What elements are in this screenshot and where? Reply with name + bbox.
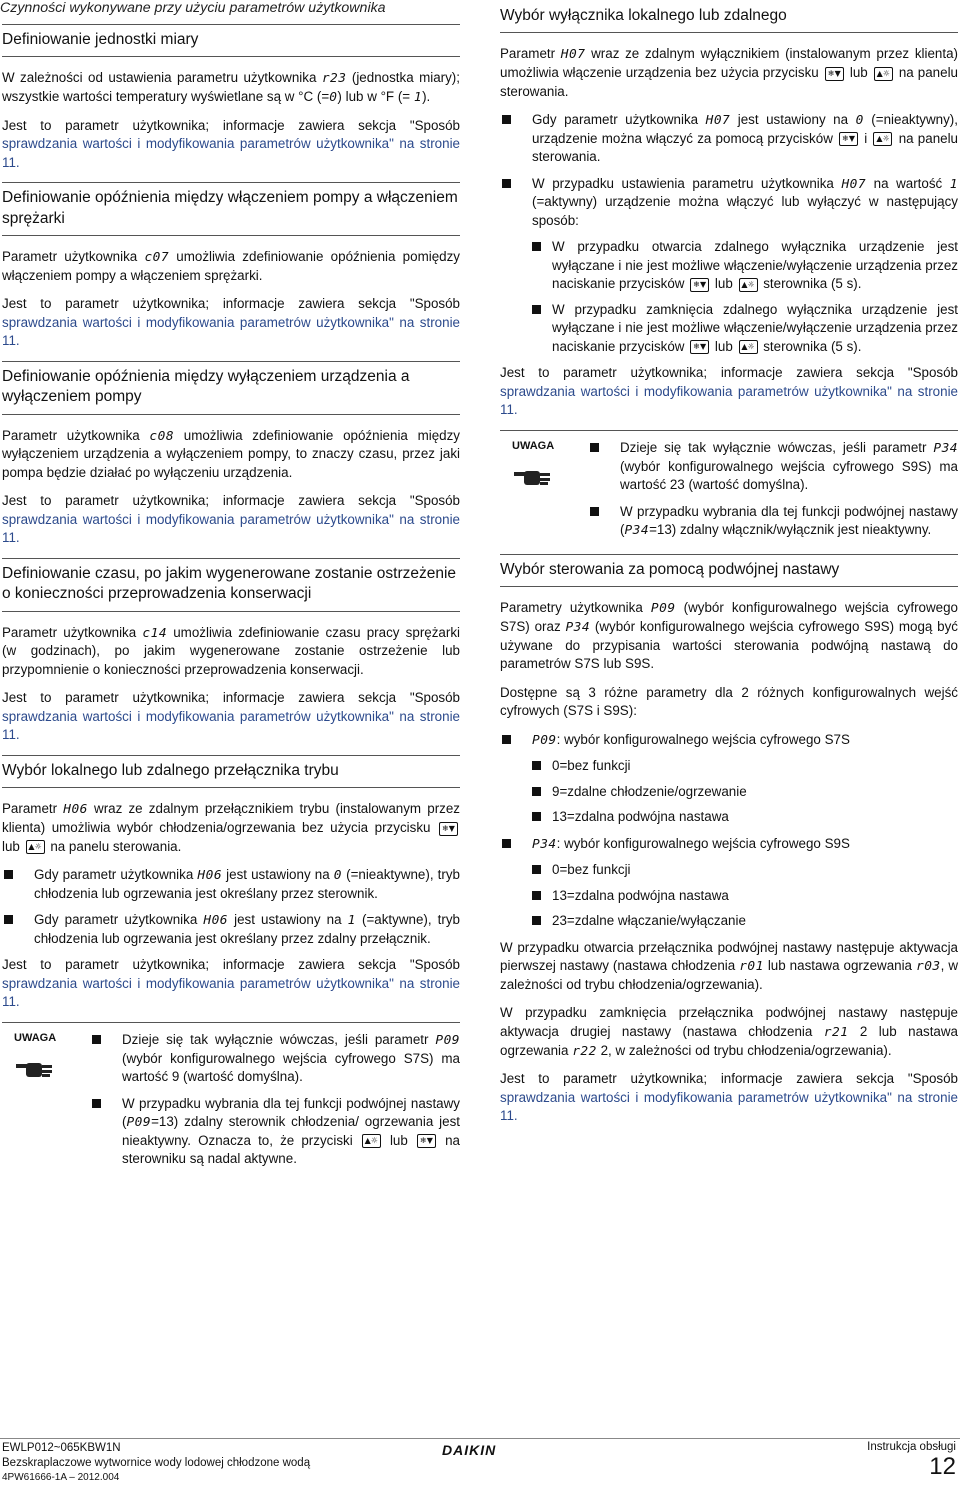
list-item (500, 731, 958, 827)
list-item (90, 1095, 460, 1169)
text: W przypadku otwarcia przełącznika podwójnej nastawy następuje aktywacja pierwszej nastawy (nastawa chłodzenia (500, 939, 958, 974)
text: Parametr (2, 801, 64, 817)
ref-page[interactable]: na stronie 11. (2, 136, 460, 170)
param-code: P09 (650, 601, 676, 617)
document-number: 4PW61666-1A – 2012.004 (2, 1472, 120, 1484)
note-label: UWAGA (512, 439, 555, 452)
paragraph (500, 45, 958, 101)
list-item (500, 301, 958, 357)
paragraph (500, 599, 958, 673)
list-item (500, 238, 958, 294)
ref-link[interactable]: sprawdzania wartości i modyfikowania parametrów użytkownika" (2, 975, 394, 991)
section-onoff-switch (500, 0, 958, 420)
text: : wybór konfigurowalnego wejścia cyfrowego S9S (556, 835, 850, 851)
bullet-list (2, 866, 460, 948)
text: (=aktywny) urządzenie można włączyć lub wyłączyć w następujący sposób: (532, 194, 958, 228)
text: W przypadku zamknięcia przełącznika podwójnej nastawy następuje aktywacja drugiej nastawy (nastawa chłodzenia (500, 1005, 958, 1039)
text: na sterowniku są nadal aktywne. (122, 1132, 460, 1167)
ref-text: Jest to parametr użytkownika; informacje zawiera sekcja "Sposób (2, 690, 460, 706)
heat-key-icon: ▲☼ (362, 1134, 381, 1148)
note-box (500, 430, 958, 540)
text: lub (711, 276, 737, 292)
paragraph (2, 248, 460, 285)
sub-list (500, 861, 958, 931)
reference-note (2, 117, 460, 173)
section-title: Definiowanie opóźnienia między włączeniem pompy a włączeniem sprężarki (2, 182, 460, 236)
param-code: 1 (347, 913, 356, 929)
param-code: c07 (144, 250, 170, 266)
hand-pointer-icon (16, 1057, 54, 1079)
ref-text: Jest to parametr użytkownika; informacje zawiera sekcja "Sposób (2, 296, 460, 312)
text: wraz ze zdalnym wyłącznikiem (instalowanym przez klienta) umożliwia włączenie urządzenia bez użycia przycisku (500, 46, 958, 81)
page-header: Czynności wykonywane przy użyciu parametrów użytkownika (0, 0, 386, 16)
param-code: H06 (197, 868, 223, 884)
param-code: c08 (149, 428, 175, 444)
text: na wartość (866, 175, 950, 191)
text: ). (422, 89, 431, 105)
text: jest ustawiony na (730, 112, 856, 128)
text: (wybór konfigurowalnego wejścia cyfrowego S7S) oraz (500, 600, 959, 634)
section-title: Definiowanie czasu, po jakim wygenerowane zostanie ostrzeżenie o konieczności przeprowadzenia konserwacji (2, 558, 460, 612)
heat-key-icon: ▲☼ (873, 132, 892, 146)
param-code: H07 (560, 47, 586, 63)
text: W przypadku wybrania dla tej funkcji podwójnej nastawy ( (122, 1095, 460, 1130)
list-item (588, 503, 958, 540)
ref-link[interactable]: sprawdzania wartości i modyfikowania parametrów użytkownika" (500, 383, 892, 399)
reference-note (2, 956, 460, 1012)
heat-key-icon: ▲☼ (739, 278, 758, 292)
param-code: c14 (142, 625, 168, 641)
sub-list (500, 757, 958, 827)
text: Parametr użytkownika (2, 249, 145, 265)
param-code: H07 (705, 113, 731, 129)
ref-link[interactable]: sprawdzania wartości i modyfikowania parametrów użytkownika" (500, 1089, 892, 1105)
reference-note (2, 295, 460, 351)
text: (wybór konfigurowalnego wejścia cyfrowego S9S) ma wartość 23 (wartość domyślna). (620, 458, 958, 493)
section-title: Definiowanie opóźnienia między wyłączeniem urządzenia a wyłączeniem pompy (2, 361, 460, 415)
text: sterownika (5 s). (759, 276, 862, 292)
reference-note (2, 689, 460, 745)
ref-page[interactable]: na stronie 11. (2, 975, 460, 1010)
text: Dzieje się tak wyłącznie wówczas, jeśli parametr (620, 439, 934, 455)
text: lub (711, 338, 737, 354)
text: wraz ze zdalnym przełącznikiem trybu (instalowanym przez klienta) umożliwia wybór chłodzenia/ogrzewania bez użycia przycisku (2, 801, 460, 836)
ref-text: Jest to parametr użytkownika; informacje zawiera sekcja "Sposób (500, 365, 958, 381)
text: W zależności od ustawienia parametru użytkownika (2, 70, 322, 86)
param-code: 0 (329, 90, 338, 106)
text: (=nieaktywny), urządzenie można włączyć za pomocą przycisków (532, 112, 958, 146)
param-code: r23 (321, 71, 347, 87)
ref-link[interactable]: sprawdzania wartości i modyfikowania parametrów użytkownika" (2, 314, 394, 330)
cool-key-icon: ❄▼ (825, 67, 844, 81)
section-title: Wybór wyłącznika lokalnego lub zdalnego (500, 0, 958, 33)
heat-key-icon: ▲☼ (26, 840, 45, 854)
left-column (2, 24, 460, 1183)
footer-info (2, 1441, 310, 1485)
text: i (860, 130, 872, 146)
param-code: P09 (532, 732, 557, 748)
manual-title: Instrukcja obsługi (867, 1441, 956, 1453)
paragraph (2, 800, 460, 856)
text: W przypadku zamknięcia zdalnego wyłącznika urządzenie jest wyłączane i nie jest możliwe włączenie/wyłączenie urządzenia przez naciskanie przycisków (552, 301, 958, 354)
section-title: Wybór sterowania za pomocą podwójnej nastawy (500, 554, 958, 587)
text: na panelu sterowania. (532, 130, 959, 165)
text: (wybór konfigurowalnego wejścia cyfrowego S7S) ma wartość 9 (wartość domyślna). (122, 1050, 460, 1085)
page-footer (0, 1438, 960, 1482)
section-maintenance-warning (2, 558, 460, 745)
text: : wybór konfigurowalnego wejścia cyfrowego S7S (556, 731, 850, 747)
note-list (588, 439, 958, 540)
cool-key-icon: ❄▼ (690, 278, 709, 292)
bullet-list (500, 731, 958, 931)
text: ) lub w °F (= (337, 89, 414, 105)
text: Parametr (500, 46, 561, 62)
list-item (500, 175, 958, 357)
list-item (500, 111, 958, 167)
cool-key-icon: ❄▼ (839, 132, 858, 146)
reference-note (2, 492, 460, 548)
text: lub (845, 65, 872, 81)
param-code: H06 (63, 802, 88, 818)
param-code: r01 (739, 959, 764, 975)
bullet-list (500, 111, 958, 356)
text: sterownika (5 s). (759, 338, 862, 354)
list-item (2, 866, 460, 903)
ref-page[interactable]: na stronie 11. (2, 314, 460, 349)
heat-key-icon: ▲☼ (874, 67, 893, 81)
text: lub (382, 1132, 415, 1148)
param-code: r21 (823, 1024, 849, 1040)
ref-page[interactable]: na stronie 11. (2, 708, 460, 743)
section-mode-switch (2, 755, 460, 1012)
text: W przypadku otwarcia zdalnego wyłącznika urządzenie jest wyłączane i nie jest możliwe włączenie/wyłączenie urządzenia przez naciskanie przycisków (552, 239, 958, 292)
text: (jednostka miary); wszystkie wartości temperatury wyświetlane są w °C (= (2, 70, 460, 105)
cool-key-icon: ❄▼ (417, 1134, 436, 1148)
list-item (588, 439, 958, 495)
param-code: 0 (855, 113, 864, 129)
text: (wybór konfigurowalnego wejścia cyfrowego S9S) mogą być używane do przypisania wartości sterowania podwójną nastawą do parametrów S7S lub S9S. (500, 618, 959, 671)
ref-page[interactable]: na stronie 11. (2, 511, 460, 546)
reference-note (500, 364, 958, 420)
paragraph (2, 427, 460, 483)
text: lub (2, 838, 24, 854)
paragraph (500, 939, 958, 995)
text: lub nastawa ogrzewania (763, 958, 916, 974)
list-item: 13=zdalna podwójna nastawa (500, 887, 958, 906)
section-title: Wybór lokalnego lub zdalnego przełącznika trybu (2, 755, 460, 788)
page-number: 12 (929, 1453, 956, 1480)
param-code: H06 (203, 913, 228, 929)
text: 2, w zależności od trybu chłodzenia/ogrzewania). (596, 1042, 892, 1058)
list-item (2, 911, 460, 948)
ref-link[interactable]: sprawdzania wartości i modyfikowania parametrów użytkownika" (2, 136, 394, 152)
text: W przypadku ustawienia parametru użytkownika (532, 175, 842, 191)
cool-key-icon: ❄▼ (439, 822, 458, 836)
text: (=nieaktywne), tryb chłodzenia lub ogrzewania jest określany przez sterownik. (34, 867, 460, 901)
list-item (500, 835, 958, 931)
text: Parametr użytkownika (2, 624, 143, 640)
param-code: P34 (624, 523, 650, 539)
text: jest ustawiony na (222, 867, 334, 883)
section-title: Definiowanie jednostki miary (2, 24, 460, 57)
param-code: P34 (565, 619, 591, 635)
param-code: P09 (435, 1032, 460, 1048)
paragraph (2, 69, 460, 106)
list-item (90, 1031, 460, 1087)
text: =13) zdalny włącznik/wyłącznik jest nieaktywny. (649, 522, 932, 538)
text: Gdy parametr użytkownika (34, 867, 198, 883)
note-list (90, 1031, 460, 1169)
text: Gdy parametr użytkownika (34, 912, 204, 928)
reference-note (500, 1070, 958, 1126)
param-code: 1 (949, 176, 958, 192)
text: umożliwia zdefiniowanie opóźnienia między wyłączeniem urządzenia a wyłączeniem pompy, to znaczy czasu, przez jaki pompa będzie działać po wyłączeniu urządzenia. (2, 427, 460, 480)
paragraph (500, 1004, 958, 1060)
text: , w zależności od trybu chłodzenia/ogrzewania). (500, 958, 958, 992)
text: (=aktywne), tryb chłodzenia lub ogrzewania jest określany przez zdalny przełącznik. (34, 912, 460, 946)
text: Gdy parametr użytkownika (532, 112, 706, 128)
text: jest ustawiony na (228, 912, 348, 928)
list-item: 13=zdalna podwójna nastawa (500, 808, 958, 827)
note-box (2, 1022, 460, 1169)
ref-link[interactable]: sprawdzania wartości i modyfikowania parametrów użytkownika" (2, 708, 394, 724)
param-code: H07 (841, 176, 867, 192)
text: Dzieje się tak wyłącznie wówczas, jeśli parametr (122, 1031, 436, 1047)
param-code: P09 (126, 1115, 152, 1131)
text: na panelu sterowania. (500, 65, 958, 99)
text: Parametry użytkownika (500, 600, 651, 616)
brand-logo: DAIKIN (442, 1442, 497, 1458)
section-dual-setpoint (500, 554, 958, 1126)
text: =13) zdalny sterownik chłodzenia/ ogrzewania jest nieaktywny. Oznacza to, że przyciski (122, 1114, 460, 1148)
param-code: P34 (933, 440, 958, 456)
product-description: Bezskraplaczowe wytwornice wody lodowej chłodzone wodą (2, 1457, 311, 1470)
section-pump-compressor-delay (2, 182, 460, 351)
cool-key-icon: ❄▼ (690, 340, 709, 354)
ref-text: Jest to parametr użytkownika; informacje zawiera sekcja "Sposób (2, 957, 460, 973)
text: umożliwia zdefiniowanie czasu pracy sprężarki (w godzinach), po jakim wygenerowane zostanie ostrzeżenie lub przypomnienie o konieczności przeprowadzenia konserwacji. (2, 624, 460, 677)
text: 2 lub nastawa ogrzewania (500, 1023, 959, 1058)
param-code: r22 (572, 1043, 597, 1059)
ref-page[interactable]: na stronie 11. (500, 383, 958, 418)
right-column (500, 0, 958, 1136)
model-number: EWLP012~065KBW1N (2, 1442, 121, 1454)
text: umożliwia zdefiniowanie opóźnienia pomiędzy włączeniem pompy a włączeniem sprężarki. (2, 249, 460, 283)
section-unit-pump-off-delay (2, 361, 460, 548)
ref-text: Jest to parametr użytkownika; informacje zawiera sekcja "Sposób (500, 1071, 958, 1087)
list-item: 9=zdalne chłodzenie/ogrzewanie (500, 783, 958, 802)
param-code: 1 (413, 90, 423, 106)
section-unit (2, 24, 460, 172)
list-item: 0=bez funkcji (500, 757, 958, 776)
ref-link[interactable]: sprawdzania wartości i modyfikowania parametrów użytkownika" (2, 511, 394, 527)
param-code: 0 (333, 868, 342, 884)
text: W przypadku wybrania dla tej funkcji podwójnej nastawy ( (620, 503, 958, 538)
hand-pointer-icon (514, 465, 552, 487)
ref-page[interactable]: na stronie 11. (500, 1089, 958, 1124)
ref-text: Jest to parametr użytkownika; informacje zawiera sekcja "Sposób (2, 493, 460, 509)
heat-key-icon: ▲☼ (739, 340, 758, 354)
text: Parametr użytkownika (2, 427, 150, 443)
param-code: P34 (532, 836, 557, 852)
sub-list (500, 238, 958, 356)
note-label: UWAGA (14, 1031, 57, 1044)
paragraph (2, 624, 460, 680)
list-item: 0=bez funkcji (500, 861, 958, 880)
text: na panelu sterowania. (46, 838, 182, 854)
ref-text: Jest to parametr użytkownika; informacje zawiera sekcja "Sposób (2, 117, 460, 133)
paragraph: Dostępne są 3 różne parametry dla 2 różnych konfigurowalnych wejść cyfrowych (S7S i S9S): (500, 684, 958, 718)
list-item: 23=zdalne włączanie/wyłączanie (500, 912, 958, 931)
param-code: r03 (916, 959, 941, 975)
